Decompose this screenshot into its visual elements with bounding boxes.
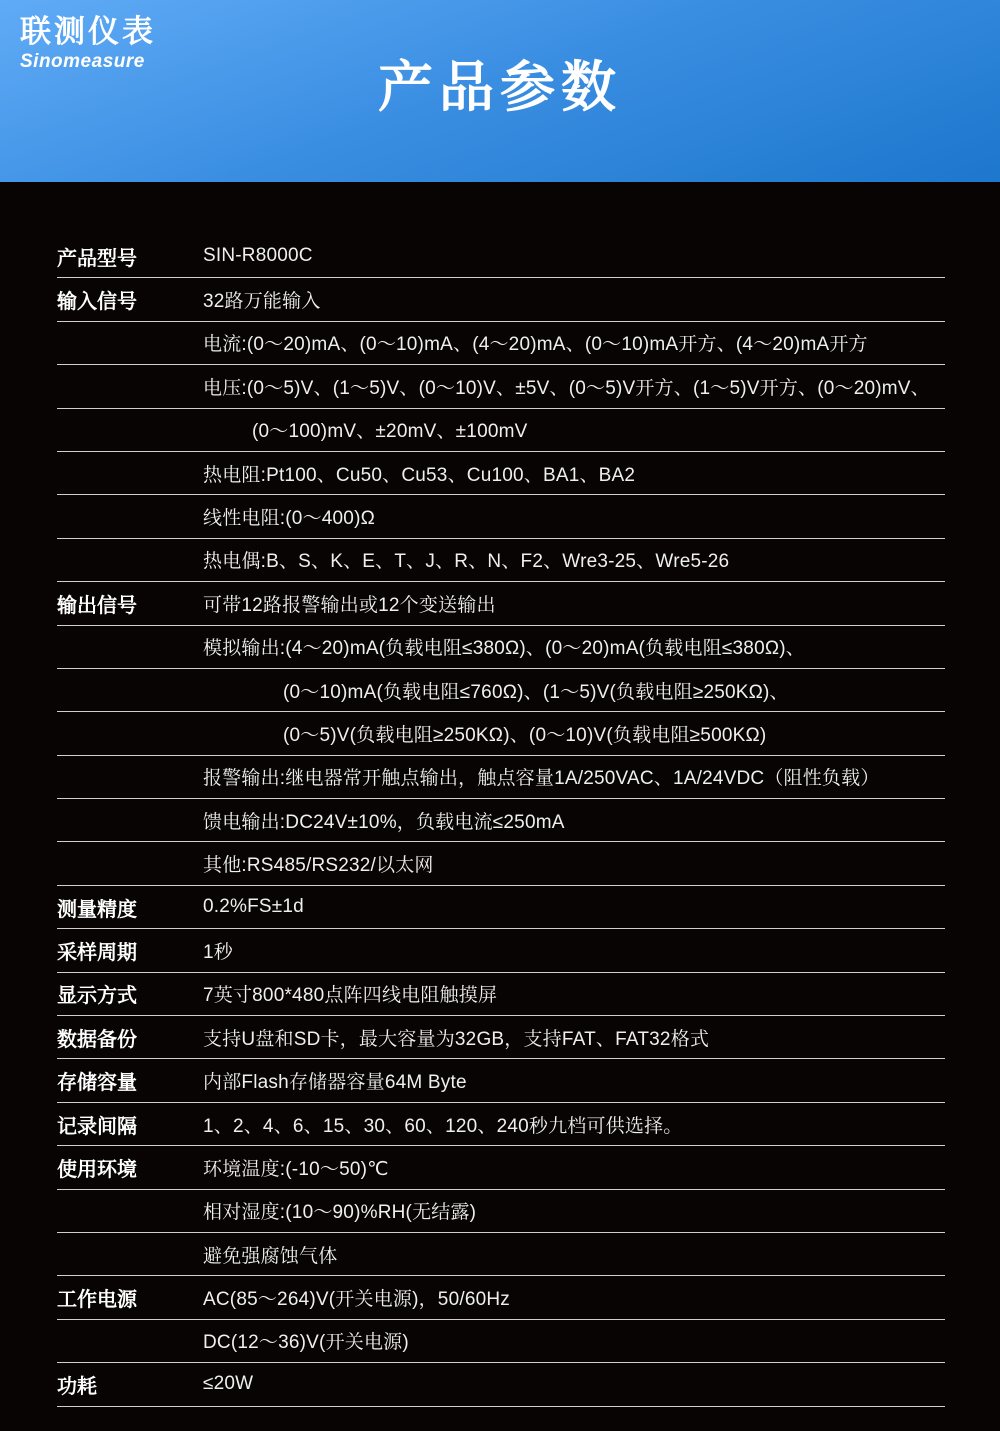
spec-value: 报警输出:继电器常开触点输出，触点容量1A/250VAC、1A/24VDC（阻性负载） [203, 768, 880, 790]
spec-value: 热电阻:Pt100、Cu50、Cu53、Cu100、BA1、BA2 [203, 464, 636, 486]
spec-row [57, 235, 945, 278]
spec-row [57, 1016, 945, 1059]
spec-table [57, 235, 945, 1407]
spec-row [57, 582, 945, 625]
spec-row [57, 1190, 945, 1233]
brand-logo-en: Sinomeasure [20, 51, 145, 72]
spec-value: 7英寸800*480点阵四线电阻触摸屏 [203, 985, 498, 1007]
spec-value: DC(12～36)V(开关电源) [203, 1332, 409, 1354]
spec-value: 线性电阻:(0～400)Ω [203, 508, 376, 530]
spec-row [57, 1059, 945, 1102]
spec-label: 产品型号 [57, 247, 137, 270]
spec-value: 0.2%FS±1d [203, 896, 304, 918]
spec-value: 环境温度:(-10～50)℃ [203, 1158, 389, 1180]
spec-label: 使用环境 [57, 1158, 137, 1181]
spec-row [57, 539, 945, 582]
brand-logo-cn: 联测仪表 [20, 14, 156, 49]
spec-row [57, 842, 945, 885]
spec-value: 支持U盘和SD卡，最大容量为32GB，支持FAT、FAT32格式 [203, 1028, 710, 1050]
spec-row [57, 626, 945, 669]
spec-label: 测量精度 [57, 898, 137, 921]
spec-value: 电压:(0～5)V、(1～5)V、(0～10)V、±5V、(0～5)V开方、(1～5)V开方、(0～20)mV、 [203, 377, 930, 399]
spec-label: 工作电源 [57, 1289, 137, 1312]
spec-label: 输出信号 [57, 594, 137, 617]
spec-value: (0～10)mA(负载电阻≤760Ω)、(1～5)V(负载电阻≥250KΩ)、 [283, 681, 789, 703]
spec-value: 热电偶:B、S、K、E、T、J、R、N、F2、Wre3-25、Wre5-26 [203, 551, 730, 573]
spec-row [57, 278, 945, 321]
spec-value: 1、2、4、6、15、30、60、120、240秒九档可供选择。 [203, 1115, 683, 1137]
spec-label: 功耗 [57, 1375, 97, 1398]
spec-row [57, 322, 945, 365]
spec-value: 模拟输出:(4～20)mA(负载电阻≤380Ω)、(0～20)mA(负载电阻≤380Ω)、 [203, 638, 805, 660]
spec-row [57, 669, 945, 712]
spec-label: 采样周期 [57, 941, 137, 964]
spec-label: 输入信号 [57, 291, 137, 314]
spec-row [57, 409, 945, 452]
spec-value: AC(85～264)V(开关电源)，50/60Hz [203, 1289, 510, 1311]
spec-value: ≤20W [203, 1373, 254, 1395]
spec-value: 可带12路报警输出或12个变送输出 [203, 594, 496, 616]
spec-row [57, 452, 945, 495]
spec-row [57, 1103, 945, 1146]
spec-label: 数据备份 [57, 1028, 137, 1051]
spec-row [57, 1276, 945, 1319]
spec-value: 相对湿度:(10～90)%RH(无结露) [203, 1202, 477, 1224]
spec-value: SIN-R8000C [203, 245, 313, 267]
spec-row [57, 929, 945, 972]
spec-row [57, 1146, 945, 1189]
spec-row [57, 365, 945, 408]
spec-row [57, 799, 945, 842]
page-header [0, 0, 1000, 182]
spec-row [57, 712, 945, 755]
spec-value: 避免强腐蚀气体 [203, 1245, 338, 1267]
page-title: 产品参数 [377, 56, 622, 118]
spec-label: 存储容量 [57, 1072, 137, 1095]
spec-row [57, 495, 945, 538]
spec-value: 馈电输出:DC24V±10%，负载电流≤250mA [203, 811, 565, 833]
spec-value: 内部Flash存储器容量64M Byte [203, 1072, 467, 1094]
spec-value: 32路万能输入 [203, 291, 321, 313]
spec-value: 电流:(0～20)mA、(0～10)mA、(4～20)mA、(0～10)mA开方、(4～20)mA开方 [203, 334, 868, 356]
spec-label: 记录间隔 [57, 1115, 137, 1138]
spec-value: (0～5)V(负载电阻≥250KΩ)、(0～10)V(负载电阻≥500KΩ) [283, 724, 767, 746]
spec-row [57, 1233, 945, 1276]
spec-row [57, 756, 945, 799]
spec-value: 1秒 [203, 941, 233, 963]
spec-row [57, 973, 945, 1016]
spec-label: 显示方式 [57, 985, 137, 1008]
spec-row [57, 1320, 945, 1363]
spec-row [57, 1363, 945, 1406]
spec-value: 其他:RS485/RS232/以太网 [203, 855, 434, 877]
spec-row [57, 886, 945, 929]
spec-value: (0～100)mV、±20mV、±100mV [252, 421, 528, 443]
